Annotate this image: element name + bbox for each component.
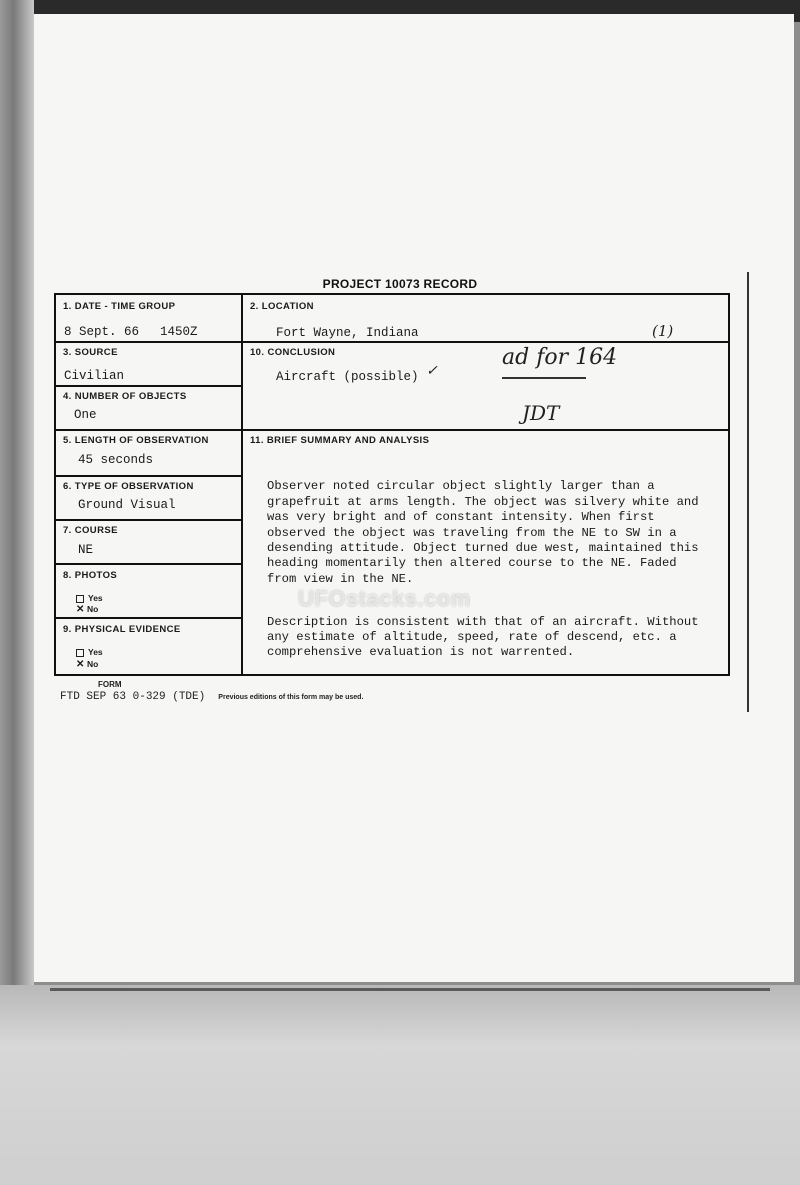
photos-no-option[interactable] <box>76 604 98 615</box>
course-label: 7. COURSE <box>63 525 118 536</box>
physical-yes-label: Yes <box>88 647 103 657</box>
checkbox-empty-icon <box>76 595 84 603</box>
length-value: 45 seconds <box>78 453 154 467</box>
checkbox-checked-icon: ✕ <box>76 659 85 670</box>
conclusion-value: Aircraft (possible) <box>276 370 419 384</box>
row-divider <box>242 429 730 431</box>
source-label: 3. SOURCE <box>63 347 118 358</box>
checkbox-checked-icon: ✕ <box>76 604 85 615</box>
form-title: PROJECT 10073 RECORD <box>322 277 478 291</box>
location-label: 2. LOCATION <box>250 301 314 312</box>
physical-label: 9. PHYSICAL EVIDENCE <box>63 624 181 635</box>
photos-no-label: No <box>87 604 99 614</box>
type-label: 6. TYPE OF OBSERVATION <box>63 481 194 492</box>
row-divider <box>242 341 730 343</box>
length-label: 5. LENGTH OF OBSERVATION <box>63 435 209 446</box>
footer-notice: Previous editions of this form may be used. <box>218 694 364 701</box>
row-divider <box>56 385 242 387</box>
corner-handwritten-mark: (1) <box>652 322 674 340</box>
location-value: Fort Wayne, Indiana <box>276 326 419 340</box>
check-mark-icon: ✓ <box>426 363 438 379</box>
scan-left-edge <box>0 0 34 985</box>
type-value: Ground Visual <box>78 498 176 512</box>
photos-yes-option[interactable] <box>76 593 103 603</box>
time-value: 1450Z <box>160 325 198 339</box>
summary-text <box>267 464 712 688</box>
right-margin-line <box>747 272 749 712</box>
num-objects-label: 4. NUMBER OF OBJECTS <box>63 391 187 402</box>
checkbox-empty-icon <box>76 649 84 657</box>
date-value: 8 Sept. 66 <box>64 325 140 339</box>
handwritten-underline <box>502 377 586 379</box>
date-time-label: 1. DATE - TIME GROUP <box>63 301 176 312</box>
course-value: NE <box>78 543 94 557</box>
handwritten-initials: JDT <box>522 401 560 425</box>
form-number: FTD SEP 63 0-329 (TDE) <box>60 691 206 703</box>
row-divider <box>56 341 242 343</box>
conclusion-label: 10. CONCLUSION <box>250 347 336 358</box>
summary-paragraph-1: Observer noted circular object slightly larger than a grapefruit at arms length. The object was silvery white and was very bright and of constant intensity. When first observed the object was traveling from the NE to SW in a desending attitude. Object turned due west, maintained this heading momentarily then altered course to the NE. Faded from view in the NE. <box>267 479 699 586</box>
row-divider <box>56 563 242 565</box>
row-divider <box>56 475 242 477</box>
footer-form-label: FORM <box>98 680 122 689</box>
photos-label: 8. PHOTOS <box>63 570 118 581</box>
physical-yes-option[interactable] <box>76 647 103 657</box>
scan-lower-edge <box>50 988 770 991</box>
physical-no-option[interactable] <box>76 659 98 670</box>
summary-label: 11. BRIEF SUMMARY AND ANALYSIS <box>250 435 430 446</box>
watermark: UFOstacks.com <box>298 586 471 611</box>
row-divider <box>56 519 242 521</box>
handwritten-note: ad for 164 <box>502 345 618 370</box>
scan-lower-area <box>0 985 800 1185</box>
source-value: Civilian <box>64 369 125 383</box>
row-divider <box>56 617 242 619</box>
summary-paragraph-2: Description is consistent with that of an aircraft. Without any estimate of altitude, speed, rate of descend, etc. a comprehensive evaluation is not warrented. <box>267 614 699 660</box>
row-divider <box>56 429 242 431</box>
num-objects-value: One <box>74 408 97 422</box>
footer <box>60 690 363 703</box>
physical-no-label: No <box>87 659 99 669</box>
photos-yes-label: Yes <box>88 593 103 603</box>
